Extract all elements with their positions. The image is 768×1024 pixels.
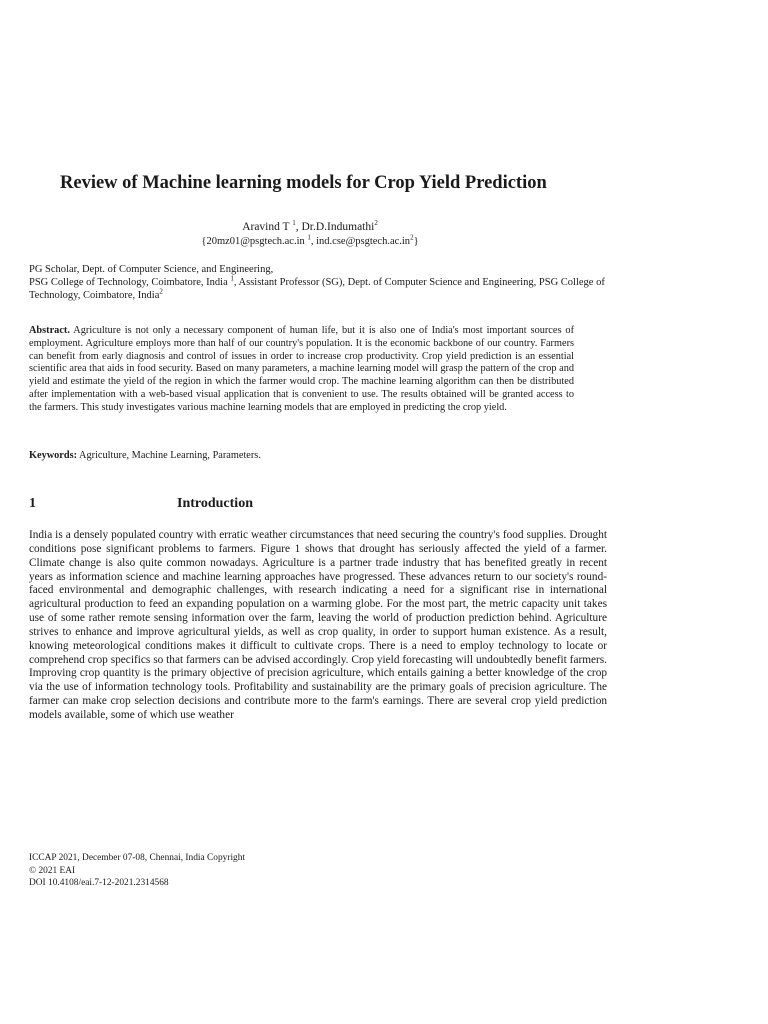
footer-doi: DOI 10.4108/eai.7-12-2021.2314568 bbox=[29, 878, 169, 888]
affiliation-line bbox=[29, 276, 629, 289]
affiliation-text: Technology, Coimbatore, India bbox=[29, 290, 160, 301]
footer-line: ICCAP 2021, December 07-08, Chennai, India Copyright bbox=[29, 853, 246, 863]
keywords-label: Keywords: bbox=[29, 450, 78, 461]
section-number: 1 bbox=[29, 496, 36, 511]
keywords bbox=[29, 450, 589, 461]
author-affiliation-mark: 1 bbox=[292, 219, 296, 228]
affiliation-mark: 2 bbox=[159, 287, 163, 296]
abstract-text: Agriculture is not only a necessary component of human life, but it is also one of India's most important sources of employment. Agriculture employs more than half of our country's population. It is the economic backbone of our country. Farmers can benefit from early diagnosis and control of issues in order to increase crop productivity. Crop yield prediction is an essential scientific area that aids in food security. Based on many parameters, a machine learning model will grasp the pattern of the crop and yield and estimate the yield of the region in which the farmer would crop. The machine learning algorithm can then be distributed after implementation with a web-based visual application that is convenient to use. The results obtained will be granted access to the farmers. This study investigates various machine learning models that are employed in predicting the crop yield. bbox=[29, 325, 574, 413]
affiliation-text: , Assistant Professor (SG), Dept. of Computer Science and Engineering, PSG College of bbox=[233, 277, 605, 288]
email-affiliation-mark: 1 bbox=[307, 233, 311, 242]
author-line bbox=[0, 221, 620, 233]
section-body: India is a densely populated country with erratic weather circumstances that need securing the country's food supplies. Drought conditions pose significant problems to farmers. Figure 1 shows that drought has seriously affected the yield of a farmer. Climate change is also quite common nowadays. Agriculture is a partner trade industry that has benefited greatly in recent years as information science and machine learning approaches have progressed. These advances return to our society's round-faced environmental and demographic challenges, with research indicating a need for a significant rise in international agricultural production to feed an expanding population on a warming globe. For the most part, the metric capacity unit takes use of some rather remote sensing information over the farm, leaving the world of production prediction behind. Agriculture strives to enhance and improve agricultural yields, as well as crop quality, in order to support human existence. As a result, knowing meteorological conditions makes it difficult to cultivate crops. There is a need to employ technology to locate or comprehend crop specifics so that farmers can be advised accordingly. Crop yield forecasting will undoubtedly benefit farmers. Improving crop quantity is the primary objective of precision agriculture, which entails gaining a better knowledge of the crop via the use of information technology tools. Profitability and sustainability are the primary goals of precision agriculture. The farmer can make crop selection decisions and contribute more to the farm's earnings. There are several crop yield prediction models available, some of which use weather bbox=[29, 529, 607, 721]
author-name: , Dr.D.Indumathi bbox=[295, 221, 375, 233]
abstract bbox=[29, 325, 574, 415]
email-bracket-close: } bbox=[413, 236, 419, 247]
email-bracket-open: { bbox=[201, 236, 207, 247]
affiliations bbox=[29, 263, 629, 302]
affiliation-line bbox=[29, 289, 629, 302]
author-email: 20mz01@psgtech.ac.in bbox=[206, 236, 308, 247]
footer-line: © 2021 EAI bbox=[29, 865, 76, 876]
email-affiliation-mark: 2 bbox=[410, 233, 414, 242]
affiliation-text: PSG College of Technology, Coimbatore, India bbox=[29, 277, 231, 288]
author-name: Aravind T bbox=[242, 221, 293, 233]
author-affiliation-mark: 2 bbox=[374, 219, 378, 228]
author-email: , ind.cse@psgtech.ac.in bbox=[310, 236, 411, 247]
section-title: Introduction bbox=[177, 496, 253, 511]
affiliation-mark: 1 bbox=[230, 274, 234, 283]
abstract-label: Abstract. bbox=[29, 325, 70, 336]
paper-title: Review of Machine learning models for Crop Yield Prediction bbox=[60, 173, 547, 193]
affiliation-line: PG Scholar, Dept. of Computer Science, and Engineering, bbox=[29, 264, 274, 275]
footer-copyright bbox=[29, 852, 245, 890]
keywords-text: Agriculture, Machine Learning, Parameters. bbox=[77, 450, 261, 461]
email-line bbox=[0, 233, 620, 247]
